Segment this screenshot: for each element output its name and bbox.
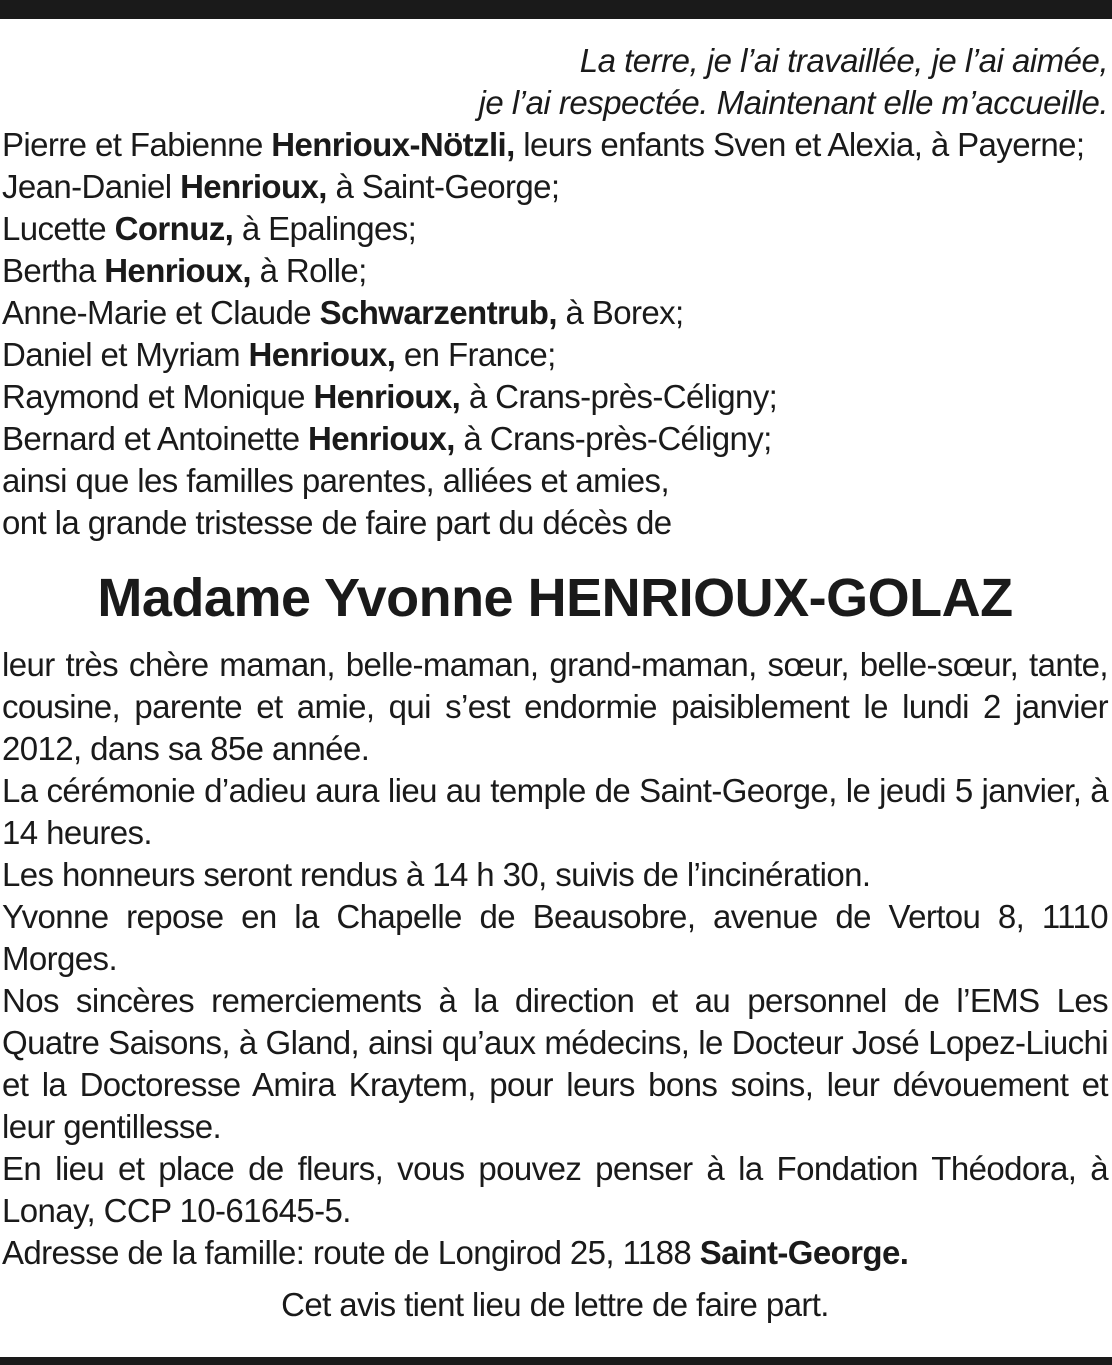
- family-line: [2, 208, 1108, 250]
- family-surname: Henrioux,: [308, 420, 455, 457]
- epigraph-line-2: je l’ai respectée. Maintenant elle m’accueille.: [478, 84, 1108, 121]
- family-line: [2, 292, 1108, 334]
- family-names: Lucette: [2, 210, 115, 247]
- family-surname: Henrioux,: [248, 336, 396, 373]
- family-names: Bertha: [2, 252, 105, 289]
- paragraph-relation: leur très chère maman, belle-maman, grand-maman, sœur, belle-sœur, tante, cousine, parente et amie, qui s’est endormie paisiblement le lundi 2 janvier 2012, dans sa 85e année.: [2, 646, 1108, 767]
- family-surname: Henrioux,: [180, 168, 327, 205]
- family-line: [2, 334, 1108, 376]
- deceased-name: Madame Yvonne HENRIOUX-GOLAZ: [97, 568, 1013, 628]
- family-location: à Rolle;: [251, 252, 367, 289]
- family-location: à Saint-George;: [326, 168, 560, 205]
- family-surname: Henrioux,: [313, 378, 461, 415]
- family-surname: Cornuz,: [114, 210, 234, 247]
- family-surname: Henrioux-Nötzli,: [271, 126, 515, 163]
- family-list: [2, 124, 1108, 544]
- paragraph-ceremony: La cérémonie d’adieu aura lieu au temple de Saint-George, le jeudi 5 janvier, à 14 heures.: [2, 772, 1108, 851]
- epigraph-line-1: La terre, je l’ai travaillée, je l’ai aimée,: [579, 42, 1108, 79]
- family-line: [2, 166, 1108, 208]
- family-names: Anne-Marie et Claude: [2, 294, 320, 331]
- paragraph-resting-place: Yvonne repose en la Chapelle de Beausobre, avenue de Vertou 8, 1110 Morges.: [2, 898, 1108, 977]
- family-line: [2, 418, 1108, 460]
- family-names: Jean-Daniel: [2, 168, 181, 205]
- top-rule: [0, 0, 1112, 19]
- obituary-notice: [2, 40, 1108, 1326]
- family-surname: Schwarzentrub,: [319, 294, 557, 331]
- address-town: Saint-George.: [699, 1234, 909, 1271]
- bottom-rule: [0, 1357, 1112, 1365]
- family-tail-line-2: ont la grande tristesse de faire part du décès de: [2, 504, 672, 541]
- family-names: Raymond et Monique: [2, 378, 314, 415]
- family-location: en France;: [395, 336, 556, 373]
- family-location: à Epalinges;: [233, 210, 417, 247]
- paragraph-honours: Les honneurs seront rendus à 14 h 30, suivis de l’incinération.: [2, 856, 871, 893]
- family-location: à Crans-près-Céligny;: [454, 420, 772, 457]
- family-location: à Crans-près-Céligny;: [460, 378, 778, 415]
- family-names: Pierre et Fabienne: [2, 126, 272, 163]
- paragraph-donation: En lieu et place de fleurs, vous pouvez penser à la Fondation Théodora, à Lonay, CCP 10-61645-5.: [2, 1150, 1108, 1229]
- family-line: [2, 376, 1108, 418]
- family-line: [2, 124, 1108, 166]
- address-text: Adresse de la famille: route de Longirod 25, 1188: [2, 1234, 700, 1271]
- family-address: [2, 1232, 1108, 1274]
- paragraph-thanks: Nos sincères remerciements à la direction et au personnel de l’EMS Les Quatre Saisons, à Gland, ainsi qu’aux médecins, le Docteur José Lopez-Liuchi et la Doctoresse Amira Kraytem, pour leurs bons soins, leur dévouement et leur gentillesse.: [2, 982, 1108, 1145]
- epigraph: [2, 40, 1108, 124]
- family-names: Bernard et Antoinette: [2, 420, 309, 457]
- family-surname: Henrioux,: [104, 252, 251, 289]
- family-location: à Borex;: [556, 294, 684, 331]
- closing-line: Cet avis tient lieu de lettre de faire part.: [281, 1286, 829, 1323]
- family-names: Daniel et Myriam: [2, 336, 249, 373]
- family-location: leurs enfants Sven et Alexia, à Payerne;: [514, 126, 1085, 163]
- family-tail-line-1: ainsi que les familles parentes, alliées et amies,: [2, 462, 670, 499]
- family-line: [2, 250, 1108, 292]
